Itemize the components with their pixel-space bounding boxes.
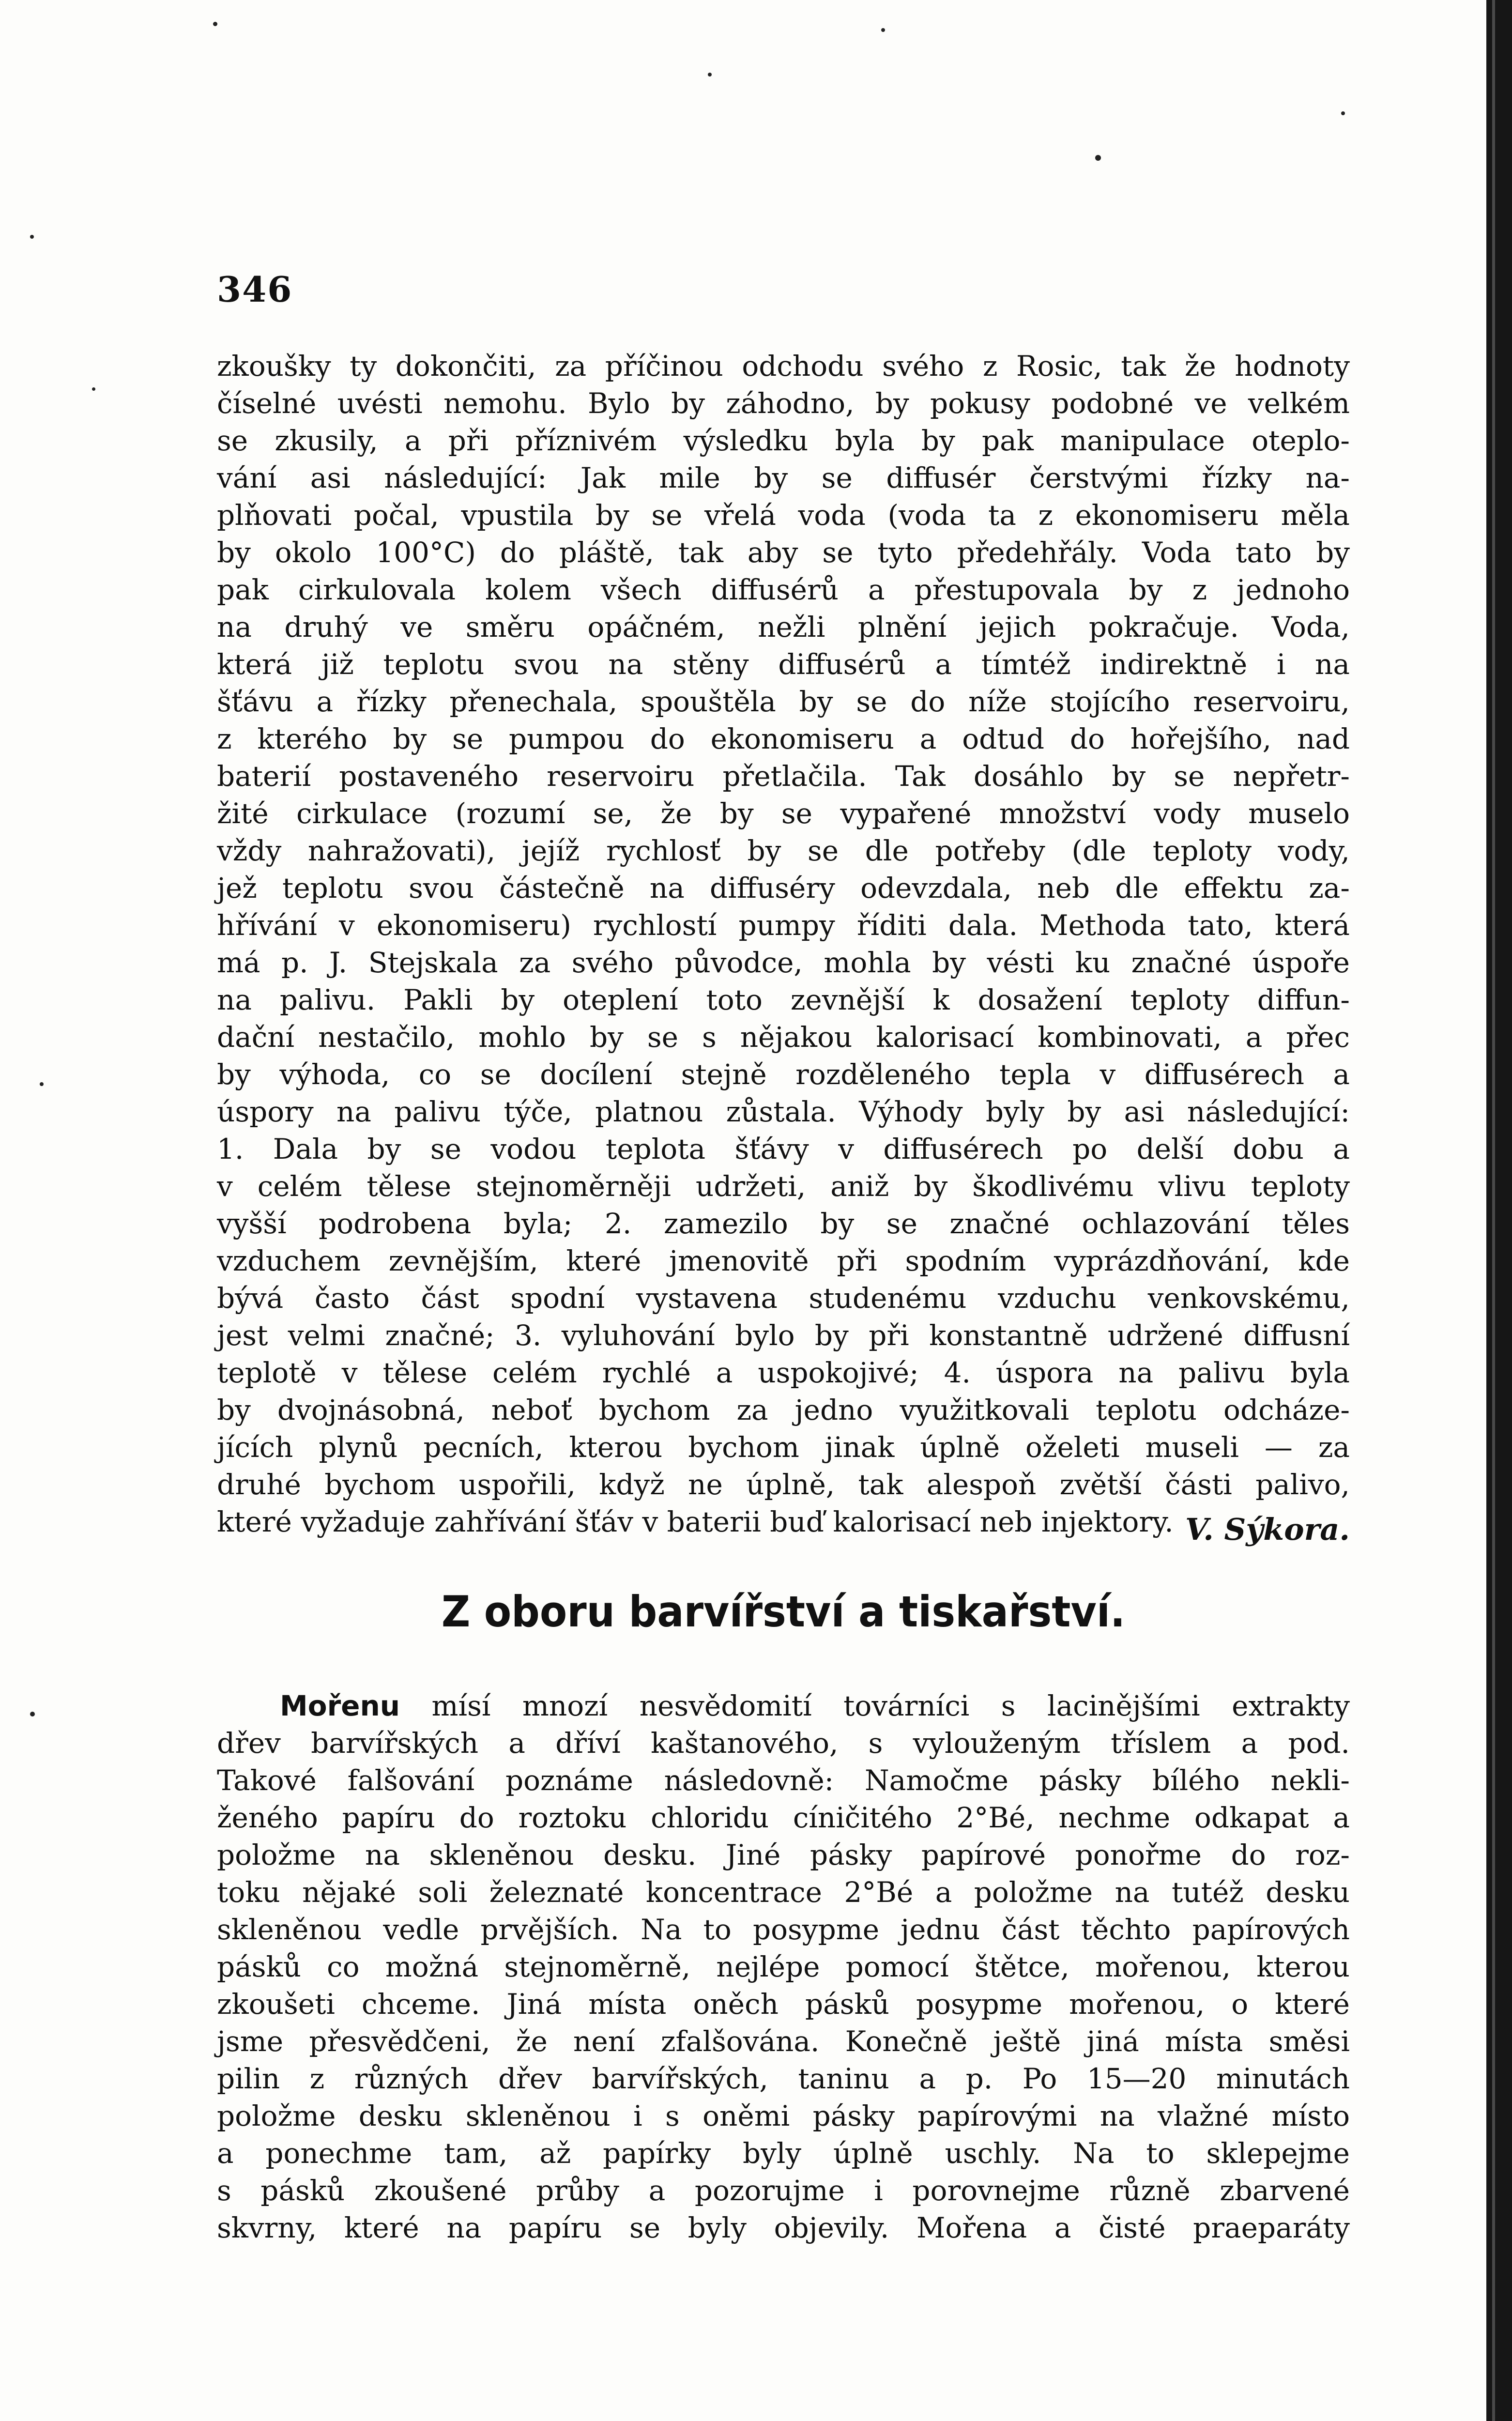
- text-line: na palivu. Pakli by oteplení toto zevnější k dosažení teploty diffun-: [217, 983, 1350, 1016]
- text-line: číselné uvésti nemohu. Bylo by záhodno, by pokusy podobné ve velkém: [217, 387, 1350, 420]
- text-line: úspory na palivu týče, platnou zůstala. Výhody byly by asi následující:: [217, 1095, 1350, 1128]
- text-line: dační nestačilo, mohlo by se s nějakou kalorisací kombinovati, a přec: [217, 1021, 1350, 1054]
- text-line: skleněnou vedle prvějších. Na to posypme jednu část těchto papírových: [217, 1913, 1350, 1946]
- text-line: 1. Dala by se vodou teplota šťávy v diffusérech po delší dobu a: [217, 1133, 1350, 1165]
- text-line: druhé bychom uspořili, když ne úplně, tak alespoň zvětší části palivo,: [217, 1468, 1350, 1501]
- text-line: vyšší podrobena byla; 2. zamezilo by se značné ochlazování těles: [217, 1207, 1350, 1240]
- text-line: vzduchem zevnějším, které jmenovitě při spodním vyprázdňování, kde: [217, 1244, 1350, 1277]
- text-line: položme desku skleněnou i s oněmi pásky papírovými na vlažné místo: [217, 2099, 1350, 2132]
- article-sykora-body: [217, 348, 1350, 1541]
- text-line: skvrny, které na papíru se byly objevily. Mořena a čisté praeparáty: [217, 2211, 1350, 2244]
- print-speck: [881, 28, 885, 32]
- text-line-first: [217, 1687, 1350, 1725]
- lead-word: Mořenu: [280, 1689, 400, 1722]
- text-line: vždy nahražovati), jejíž rychlosť by se dle potřeby (dle teploty vody,: [217, 834, 1350, 867]
- article-madder-body: [217, 1687, 1350, 2247]
- text-line: jících plynů pecních, kterou bychom jinak úplně oželeti museli — za: [217, 1431, 1350, 1464]
- text-line: dřev barvířských a dříví kaštanového, s vylouženým tříslem a pod.: [217, 1727, 1350, 1760]
- print-speck: [30, 235, 34, 239]
- text-line: jsme přesvědčeni, že není zfalšována. Konečně ještě jiná místa směsi: [217, 2025, 1350, 2058]
- first-line-rest: mísí mnozí nesvědomití továrníci s lacinějšími extrakty: [431, 1689, 1350, 1722]
- scan-edge-strip: [1486, 0, 1512, 2421]
- text-line: by dvojnásobná, neboť bychom za jedno využitkovali teplotu odcháze-: [217, 1394, 1350, 1426]
- text-line: v celém tělese stejnoměrněji udržeti, aniž by škodlivému vlivu teploty: [217, 1170, 1350, 1203]
- text-line: se zkusily, a při příznivém výsledku byla by pak manipulace oteplo-: [217, 424, 1350, 457]
- text-line: zkoušky ty dokončiti, za příčinou odchodu svého z Rosic, tak že hodnoty: [217, 350, 1350, 383]
- text-line: hřívání v ekonomiseru) rychlostí pumpy říditi dala. Methoda tato, která: [217, 909, 1350, 942]
- text-line: která již teplotu svou na stěny diffusérů a tímtéž indirektně i na: [217, 648, 1350, 681]
- text-line: pásků co možná stejnoměrně, nejlépe pomocí štětce, mořenou, kterou: [217, 1950, 1350, 1983]
- text-line: žité cirkulace (rozumí se, že by se vypařené množství vody muselo: [217, 797, 1350, 830]
- text-line: a ponechme tam, až papírky byly úplně uschly. Na to sklepejme: [217, 2137, 1350, 2170]
- print-speck: [213, 22, 217, 26]
- text-line: na druhý ve směru opáčném, nežli plnění jejich pokračuje. Voda,: [217, 611, 1350, 644]
- print-speck: [708, 73, 712, 77]
- text-line: zkoušeti chceme. Jiná místa oněch pásků posypme mořenou, o které: [217, 1988, 1350, 2021]
- text-line: baterií postaveného reservoiru přetlačila. Tak dosáhlo by se nepřetr-: [217, 760, 1350, 793]
- text-line: šťávu a řízky přenechala, spouštěla by se do níže stojícího reservoiru,: [217, 685, 1350, 718]
- text-line: by okolo 100°C) do pláště, tak aby se tyto předehřály. Voda tato by: [217, 536, 1350, 569]
- text-line: Takové falšování poznáme následovně: Namočme pásky bílého nekli-: [217, 1764, 1350, 1797]
- text-line: jest velmi značné; 3. vyluhování bylo by při konstantně udržené diffusní: [217, 1319, 1350, 1352]
- page-number: 346: [217, 269, 293, 310]
- print-speck: [1095, 155, 1101, 161]
- text-line: teplotě v tělese celém rychlé a uspokojivé; 4. úspora na palivu byla: [217, 1356, 1350, 1389]
- text-line: položme na skleněnou desku. Jiné pásky papírové ponořme do roz-: [217, 1839, 1350, 1871]
- text-line: bývá často část spodní vystavena studenému vzduchu venkovskému,: [217, 1282, 1350, 1315]
- print-speck: [30, 1712, 35, 1716]
- text-line: s pásků zkoušené průby a pozorujme i porovnejme různě zbarvené: [217, 2174, 1350, 2207]
- text-line: plňovati počal, vpustila by se vřelá voda (voda ta z ekonomiseru měla: [217, 499, 1350, 532]
- text-line: které vyžaduje zahřívání šťáv v baterii buď kalorisací neb injektory.: [217, 1505, 1174, 1538]
- author-signature: V. Sýkora.: [1185, 1512, 1350, 1547]
- text-line: má p. J. Stejskala za svého původce, mohla by vésti ku značné úspoře: [217, 946, 1350, 979]
- section-heading: Z oboru barvířství a tiskařství.: [441, 1587, 1126, 1637]
- text-line: ženého papíru do roztoku chloridu cíničitého 2°Bé, nechme odkapat a: [217, 1801, 1350, 1834]
- text-line: z kterého by se pumpou do ekonomiseru a odtud do hořejšího, nad: [217, 722, 1350, 755]
- text-line: jež teplotu svou částečně na diffuséry odevzdala, neb dle effektu za-: [217, 872, 1350, 904]
- print-speck: [40, 1082, 44, 1086]
- text-line: vání asi následující: Jak mile by se diffusér čerstvými řízky na-: [217, 461, 1350, 494]
- print-speck: [92, 387, 95, 391]
- print-speck: [1341, 111, 1345, 115]
- text-line: by výhoda, co se docílení stejně rozděleného tepla v diffusérech a: [217, 1058, 1350, 1091]
- text-line: toku nějaké soli železnaté koncentrace 2°Bé a položme na tutéž desku: [217, 1876, 1350, 1909]
- text-line: pak cirkulovala kolem všech diffusérů a přestupovala by z jednoho: [217, 573, 1350, 606]
- text-line: pilin z různých dřev barvířských, taninu a p. Po 15—20 minutách: [217, 2062, 1350, 2095]
